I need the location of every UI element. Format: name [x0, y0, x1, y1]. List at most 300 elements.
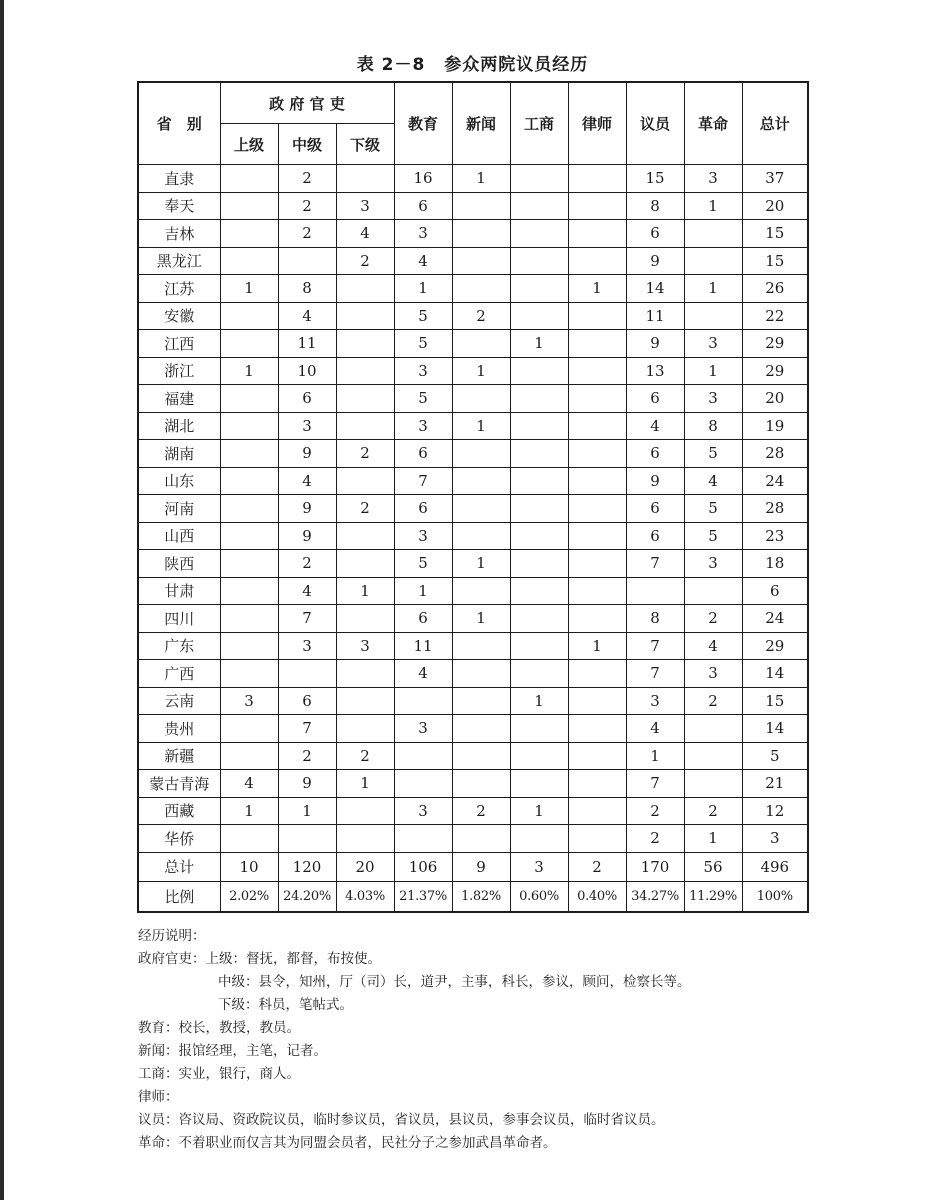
table-cell — [510, 275, 568, 303]
table-row — [138, 605, 808, 633]
table-cell: 1 — [220, 797, 278, 825]
table-cell: 6 — [626, 522, 684, 550]
table-cell: 10 — [278, 357, 336, 385]
header-revolution: 革命 — [684, 82, 742, 165]
table-row — [138, 192, 808, 220]
province-cell: 奉天 — [138, 192, 220, 220]
table-cell — [220, 330, 278, 358]
table-cell: 2 — [278, 550, 336, 578]
table-cell: 6 — [278, 687, 336, 715]
table-cell: 3 — [278, 632, 336, 660]
table-cell — [394, 825, 452, 853]
table-cell — [568, 412, 626, 440]
scan-edge — [0, 0, 4, 1200]
table-cell: 2.02% — [220, 881, 278, 912]
table-row — [138, 275, 808, 303]
table-cell: 1 — [568, 632, 626, 660]
table-cell — [452, 825, 510, 853]
table-cell: 6 — [394, 440, 452, 468]
table-cell — [568, 550, 626, 578]
table-cell — [220, 495, 278, 523]
table-cell: 3 — [394, 797, 452, 825]
table-cell: 1 — [220, 275, 278, 303]
table-cell: 2 — [626, 825, 684, 853]
table-cell — [510, 412, 568, 440]
total-label: 总计 — [138, 852, 220, 881]
table-cell: 6 — [626, 440, 684, 468]
table-cell: 9 — [278, 770, 336, 798]
table-cell — [452, 687, 510, 715]
table-cell: 3 — [394, 220, 452, 248]
table-cell: 18 — [742, 550, 808, 578]
header-province: 省 别 — [138, 82, 220, 165]
table-cell — [336, 275, 394, 303]
table-cell — [684, 302, 742, 330]
table-cell: 2 — [684, 605, 742, 633]
table-cell: 1 — [452, 357, 510, 385]
table-cell: 6 — [626, 495, 684, 523]
table-cell: 2 — [336, 495, 394, 523]
table-cell — [220, 412, 278, 440]
note-gov-middle: 中级：县令，知州，厅（司）长，道尹，主事，科长，参议，顾问，检察长等。 — [218, 974, 691, 990]
note-education: 教育：校长，教授，教员。 — [138, 1020, 300, 1036]
table-cell: 5 — [394, 385, 452, 413]
table-row — [138, 247, 808, 275]
table-cell — [452, 770, 510, 798]
header-education: 教育 — [394, 82, 452, 165]
province-cell: 广西 — [138, 660, 220, 688]
table-cell: 1 — [510, 330, 568, 358]
table-cell — [220, 165, 278, 193]
table-cell: 11 — [626, 302, 684, 330]
table-cell: 4 — [278, 577, 336, 605]
table-row — [138, 330, 808, 358]
table-cell: 5 — [394, 302, 452, 330]
table-cell: 9 — [278, 495, 336, 523]
table-cell: 6 — [626, 220, 684, 248]
table-cell: 3 — [336, 632, 394, 660]
table-cell — [336, 522, 394, 550]
table-cell: 7 — [626, 550, 684, 578]
table-cell: 24 — [742, 467, 808, 495]
table-row — [138, 715, 808, 743]
table-cell — [336, 412, 394, 440]
table-cell: 12 — [742, 797, 808, 825]
table-cell — [452, 275, 510, 303]
province-cell: 蒙古青海 — [138, 770, 220, 798]
table-cell — [684, 577, 742, 605]
table-cell: 11.29% — [684, 881, 742, 912]
province-cell: 浙江 — [138, 357, 220, 385]
note-business: 工商：实业，银行，商人。 — [138, 1066, 300, 1082]
table-cell: 2 — [452, 302, 510, 330]
table-cell — [510, 660, 568, 688]
province-cell: 四川 — [138, 605, 220, 633]
table-row — [138, 660, 808, 688]
experience-table — [137, 81, 809, 913]
table-cell — [452, 715, 510, 743]
table-cell: 5 — [684, 495, 742, 523]
table-cell: 5 — [394, 550, 452, 578]
table-row — [138, 577, 808, 605]
table-cell — [510, 770, 568, 798]
header-gov-upper: 上级 — [220, 124, 278, 165]
table-number: 表 2－8 — [356, 55, 426, 75]
table-cell — [684, 220, 742, 248]
table-cell: 20 — [336, 852, 394, 881]
table-cell: 1 — [684, 825, 742, 853]
note-lawyer: 律师： — [138, 1089, 179, 1105]
total-row — [138, 852, 808, 881]
table-cell — [568, 770, 626, 798]
province-cell: 广东 — [138, 632, 220, 660]
table-cell: 3 — [742, 825, 808, 853]
table-cell — [510, 550, 568, 578]
table-cell — [568, 825, 626, 853]
table-cell: 29 — [742, 632, 808, 660]
table-cell: 26 — [742, 275, 808, 303]
table-cell: 2 — [452, 797, 510, 825]
table-row — [138, 770, 808, 798]
table-cell: 3 — [684, 165, 742, 193]
table-cell — [220, 550, 278, 578]
table-cell — [568, 440, 626, 468]
table-cell — [568, 660, 626, 688]
table-cell: 14 — [742, 660, 808, 688]
province-cell: 吉林 — [138, 220, 220, 248]
table-cell: 6 — [742, 577, 808, 605]
table-cell: 9 — [278, 440, 336, 468]
table-cell: 5 — [394, 330, 452, 358]
table-row — [138, 632, 808, 660]
table-cell — [568, 302, 626, 330]
table-cell: 8 — [626, 605, 684, 633]
table-cell: 9 — [452, 852, 510, 881]
table-cell — [510, 467, 568, 495]
table-cell: 29 — [742, 330, 808, 358]
table-cell: 1 — [278, 797, 336, 825]
table-cell — [452, 247, 510, 275]
table-cell: 9 — [626, 330, 684, 358]
table-cell: 1 — [336, 770, 394, 798]
header-news: 新闻 — [452, 82, 510, 165]
ratio-label: 比例 — [138, 881, 220, 912]
table-cell — [510, 357, 568, 385]
table-cell: 9 — [626, 467, 684, 495]
table-cell: 1 — [452, 412, 510, 440]
table-cell — [220, 467, 278, 495]
table-cell — [220, 660, 278, 688]
table-cell — [336, 605, 394, 633]
note-revolution: 革命：不着职业而仅言其为同盟会员者，民社分子之参加武昌革命者。 — [138, 1135, 557, 1151]
header-legislator: 议员 — [626, 82, 684, 165]
table-cell: 11 — [394, 632, 452, 660]
table-cell: 3 — [684, 550, 742, 578]
table-cell: 2 — [278, 192, 336, 220]
table-cell: 8 — [684, 412, 742, 440]
table-cell — [684, 715, 742, 743]
table-cell — [336, 330, 394, 358]
table-cell — [510, 605, 568, 633]
table-cell: 7 — [626, 770, 684, 798]
table-cell — [626, 577, 684, 605]
table-cell — [220, 577, 278, 605]
table-cell — [278, 247, 336, 275]
table-cell — [220, 522, 278, 550]
table-cell — [684, 247, 742, 275]
table-cell — [510, 522, 568, 550]
table-cell — [452, 440, 510, 468]
table-cell — [568, 522, 626, 550]
table-cell: 56 — [684, 852, 742, 881]
table-cell: 3 — [220, 687, 278, 715]
table-cell — [568, 742, 626, 770]
table-cell — [568, 715, 626, 743]
table-cell — [452, 742, 510, 770]
table-cell: 2 — [336, 247, 394, 275]
table-cell: 8 — [278, 275, 336, 303]
table-cell: 22 — [742, 302, 808, 330]
table-cell — [220, 302, 278, 330]
table-cell — [568, 467, 626, 495]
table-cell — [568, 797, 626, 825]
note-gov-lower: 下级：科员，笔帖式。 — [218, 997, 353, 1013]
header-lawyer: 律师 — [568, 82, 626, 165]
table-cell: 0.60% — [510, 881, 568, 912]
table-cell: 170 — [626, 852, 684, 881]
table-cell — [220, 440, 278, 468]
table-cell — [336, 825, 394, 853]
notes-heading: 经历说明： — [138, 928, 206, 944]
table-cell — [336, 687, 394, 715]
table-cell: 1.82% — [452, 881, 510, 912]
table-cell: 4 — [626, 715, 684, 743]
table-body — [138, 165, 808, 912]
table-cell — [510, 632, 568, 660]
table-cell: 3 — [684, 330, 742, 358]
table-cell: 24 — [742, 605, 808, 633]
table-cell: 0.40% — [568, 881, 626, 912]
province-cell: 湖南 — [138, 440, 220, 468]
province-cell: 安徽 — [138, 302, 220, 330]
table-cell — [336, 467, 394, 495]
table-cell: 6 — [394, 192, 452, 220]
table-cell: 5 — [684, 522, 742, 550]
table-cell — [568, 357, 626, 385]
header-gov-middle: 中级 — [278, 124, 336, 165]
table-cell: 15 — [742, 687, 808, 715]
table-cell: 9 — [278, 522, 336, 550]
table-cell: 5 — [742, 742, 808, 770]
table-cell: 1 — [452, 550, 510, 578]
province-cell: 河南 — [138, 495, 220, 523]
province-cell: 西藏 — [138, 797, 220, 825]
table-cell — [568, 577, 626, 605]
table-cell — [510, 220, 568, 248]
table-cell: 28 — [742, 440, 808, 468]
table-cell: 4.03% — [336, 881, 394, 912]
table-cell: 4 — [394, 247, 452, 275]
table-caption: 参众两院议员经历 — [444, 55, 589, 75]
province-cell: 福建 — [138, 385, 220, 413]
table-cell: 23 — [742, 522, 808, 550]
note-gov: 政府官吏：上级：督抚，都督，布按使。 — [138, 951, 381, 967]
table-cell — [568, 330, 626, 358]
table-cell: 2 — [684, 797, 742, 825]
table-cell: 37 — [742, 165, 808, 193]
province-cell: 华侨 — [138, 825, 220, 853]
table-cell: 10 — [220, 852, 278, 881]
table-row — [138, 220, 808, 248]
province-cell: 江苏 — [138, 275, 220, 303]
table-cell: 6 — [626, 385, 684, 413]
table-cell: 13 — [626, 357, 684, 385]
table-cell: 1 — [336, 577, 394, 605]
province-cell: 山西 — [138, 522, 220, 550]
table-cell: 3 — [278, 412, 336, 440]
table-cell — [336, 660, 394, 688]
table-cell — [568, 247, 626, 275]
table-cell: 6 — [278, 385, 336, 413]
table-cell: 21.37% — [394, 881, 452, 912]
table-cell: 1 — [510, 687, 568, 715]
table-cell: 106 — [394, 852, 452, 881]
table-cell — [510, 302, 568, 330]
table-cell: 6 — [394, 495, 452, 523]
table-cell — [220, 715, 278, 743]
table-cell: 100% — [742, 881, 808, 912]
table-cell: 2 — [336, 742, 394, 770]
table-cell: 4 — [278, 467, 336, 495]
table-cell — [510, 192, 568, 220]
table-cell — [510, 247, 568, 275]
table-cell — [568, 605, 626, 633]
table-cell: 3 — [336, 192, 394, 220]
table-cell — [278, 825, 336, 853]
table-cell — [684, 742, 742, 770]
table-cell: 2 — [626, 797, 684, 825]
table-cell: 34.27% — [626, 881, 684, 912]
table-cell: 7 — [626, 660, 684, 688]
table-cell: 1 — [684, 192, 742, 220]
table-cell: 3 — [394, 412, 452, 440]
table-cell — [336, 385, 394, 413]
table-cell — [278, 660, 336, 688]
table-cell — [452, 330, 510, 358]
table-cell — [336, 165, 394, 193]
table-cell: 1 — [684, 275, 742, 303]
table-cell: 3 — [626, 687, 684, 715]
table-row — [138, 825, 808, 853]
table-cell: 120 — [278, 852, 336, 881]
table-cell — [510, 715, 568, 743]
table-cell: 4 — [394, 660, 452, 688]
table-cell — [568, 495, 626, 523]
table-cell: 1 — [220, 357, 278, 385]
table-cell: 1 — [394, 577, 452, 605]
table-cell — [510, 577, 568, 605]
table-cell — [452, 385, 510, 413]
table-cell: 11 — [278, 330, 336, 358]
header-business: 工商 — [510, 82, 568, 165]
province-cell: 湖北 — [138, 412, 220, 440]
table-cell: 3 — [684, 385, 742, 413]
table-row — [138, 467, 808, 495]
table-cell — [568, 192, 626, 220]
table-row — [138, 797, 808, 825]
province-cell: 贵州 — [138, 715, 220, 743]
table-cell: 7 — [626, 632, 684, 660]
table-cell: 15 — [742, 220, 808, 248]
note-news: 新闻：报馆经理，主笔，记者。 — [138, 1043, 327, 1059]
table-cell — [510, 742, 568, 770]
table-cell: 496 — [742, 852, 808, 881]
table-cell: 2 — [568, 852, 626, 881]
table-cell — [568, 687, 626, 715]
table-cell: 1 — [510, 797, 568, 825]
table-cell: 7 — [394, 467, 452, 495]
table-row — [138, 165, 808, 193]
table-cell — [452, 632, 510, 660]
table-cell — [220, 385, 278, 413]
table-cell — [220, 605, 278, 633]
table-cell: 15 — [742, 247, 808, 275]
table-cell: 1 — [452, 605, 510, 633]
table-cell: 20 — [742, 385, 808, 413]
table-cell — [568, 165, 626, 193]
table-cell — [452, 577, 510, 605]
table-cell: 1 — [626, 742, 684, 770]
table-cell: 20 — [742, 192, 808, 220]
ratio-row — [138, 881, 808, 912]
table-row — [138, 357, 808, 385]
table-row — [138, 687, 808, 715]
table-cell: 2 — [336, 440, 394, 468]
table-cell: 1 — [684, 357, 742, 385]
table-cell — [336, 797, 394, 825]
table-cell: 8 — [626, 192, 684, 220]
province-cell: 直隶 — [138, 165, 220, 193]
table-cell — [452, 192, 510, 220]
table-cell: 4 — [220, 770, 278, 798]
table-cell: 4 — [336, 220, 394, 248]
table-cell — [452, 467, 510, 495]
table-row — [138, 550, 808, 578]
table-cell: 2 — [278, 165, 336, 193]
table-cell: 4 — [684, 467, 742, 495]
table-cell — [452, 660, 510, 688]
table-cell — [510, 440, 568, 468]
table-cell: 1 — [394, 275, 452, 303]
table-cell — [220, 632, 278, 660]
table-cell — [568, 385, 626, 413]
header-total: 总计 — [742, 82, 808, 165]
table-cell — [220, 192, 278, 220]
table-cell: 4 — [626, 412, 684, 440]
notes-section — [138, 925, 691, 1155]
table-cell: 29 — [742, 357, 808, 385]
table-cell — [452, 495, 510, 523]
table-row — [138, 302, 808, 330]
table-cell: 1 — [568, 275, 626, 303]
province-cell: 甘肃 — [138, 577, 220, 605]
province-cell: 陕西 — [138, 550, 220, 578]
header-gov-group: 政 府 官 吏 — [220, 82, 394, 124]
table-cell — [336, 357, 394, 385]
table-cell: 6 — [394, 605, 452, 633]
table-row — [138, 495, 808, 523]
table-cell — [510, 385, 568, 413]
